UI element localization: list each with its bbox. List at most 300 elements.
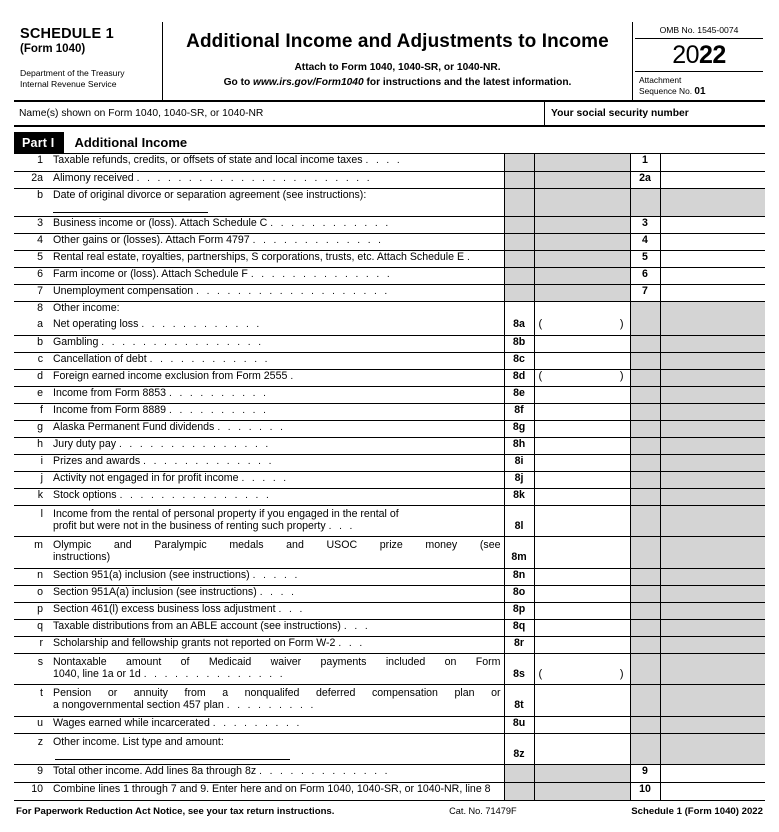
leader-dots: . . . . xyxy=(259,586,297,598)
outer-amount-box xyxy=(660,619,765,636)
line-text: Other gains or (losses). Attach Form 4797 xyxy=(53,233,250,246)
line-number: 4 xyxy=(14,233,48,250)
table-row xyxy=(14,765,765,783)
line-text: Section 951(a) inclusion (see instructions) xyxy=(53,568,250,581)
outer-line-ref xyxy=(630,471,660,488)
ssn-field[interactable] xyxy=(545,102,765,125)
form-footer-id: Schedule 1 (Form 1040) 2022 xyxy=(631,806,763,817)
line-text: Income from Form 8853 xyxy=(53,386,167,399)
table-row xyxy=(14,748,765,765)
outer-amount-box xyxy=(660,301,765,318)
outer-amount-box xyxy=(660,505,765,520)
outer-amount-box xyxy=(660,352,765,369)
line-description xyxy=(48,301,504,318)
department-line-2: Internal Revenue Service xyxy=(20,79,117,90)
table-row xyxy=(14,551,765,568)
line-number: 9 xyxy=(14,765,48,783)
line-description xyxy=(48,188,504,216)
sequence-number: 01 xyxy=(694,85,706,97)
inner-amount-box xyxy=(534,250,630,267)
line-number: 3 xyxy=(14,216,48,233)
line-number: n xyxy=(14,568,48,585)
inner-amount-box[interactable] xyxy=(534,699,630,716)
omb-number: OMB No. 1545-0074 xyxy=(635,25,763,39)
inner-line-ref: 8s xyxy=(504,668,534,685)
outer-line-ref xyxy=(630,437,660,454)
line-description xyxy=(48,318,504,335)
name-field[interactable] xyxy=(14,102,545,125)
line-description xyxy=(48,284,504,301)
line-text: Income from Form 8889 xyxy=(53,403,167,416)
inner-line-ref xyxy=(504,250,534,267)
inner-line-ref xyxy=(504,216,534,233)
table-row xyxy=(14,668,765,685)
table-row xyxy=(14,488,765,505)
table-row xyxy=(14,301,765,318)
line-number xyxy=(14,551,48,568)
outer-line-ref: 4 xyxy=(630,233,660,250)
table-row xyxy=(14,352,765,369)
line-number: 7 xyxy=(14,284,48,301)
attach-instruction: Attach to Form 1040, 1040-SR, or 1040-NR. xyxy=(294,62,501,73)
outer-amount-box xyxy=(660,318,765,335)
outer-line-ref xyxy=(630,318,660,335)
line-text: Net operating loss xyxy=(53,318,139,330)
divorce-date-input[interactable] xyxy=(53,201,208,213)
line-number: 5 xyxy=(14,250,48,267)
line-number: i xyxy=(14,454,48,471)
leader-dots: . . . . . . . . . . . . xyxy=(149,353,270,365)
leader-dots: . . . . . . . . . . . . . xyxy=(252,234,384,246)
line-text: Pension or annuity from a nonqualifed deferred compensation plan or xyxy=(53,687,501,699)
inner-amount-box xyxy=(534,267,630,284)
inner-amount-box xyxy=(534,284,630,301)
outer-amount-box xyxy=(660,335,765,352)
leader-dots: . . . . . . . . . xyxy=(226,700,316,711)
inner-amount-box[interactable] xyxy=(534,551,630,568)
line-text: Jury duty pay xyxy=(53,437,117,450)
outer-line-ref: 6 xyxy=(630,267,660,284)
tax-year-prefix: 20 xyxy=(672,41,699,69)
line-number: b xyxy=(14,188,48,216)
line-description xyxy=(48,335,504,352)
line-text: Scholarship and fellowship grants not reported on Form W-2 xyxy=(53,636,336,649)
inner-amount-box[interactable] xyxy=(534,352,630,369)
outer-amount-box xyxy=(660,420,765,437)
line-description xyxy=(48,352,504,369)
inner-amount-box xyxy=(534,154,630,171)
leader-dots: . xyxy=(466,251,473,263)
line-number: s xyxy=(37,655,43,668)
line-description xyxy=(48,520,504,537)
outer-line-ref xyxy=(630,537,660,552)
outer-amount-box xyxy=(660,369,765,386)
inner-line-ref xyxy=(504,653,534,668)
line-text: Stock options xyxy=(53,488,117,501)
table-row xyxy=(14,585,765,602)
tax-year xyxy=(635,39,763,72)
outer-amount-box xyxy=(660,699,765,716)
outer-amount-box xyxy=(660,188,765,216)
paren-open: ( xyxy=(538,667,543,680)
inner-amount-box[interactable] xyxy=(534,420,630,437)
line-description xyxy=(48,454,504,471)
inner-amount-box[interactable] xyxy=(534,471,630,488)
inner-amount-box[interactable] xyxy=(534,369,630,386)
leader-dots: . . . . . . . . . xyxy=(212,717,302,729)
outer-amount-box xyxy=(660,568,765,585)
leader-dots: . . . . . . . . . . . . . . . . xyxy=(101,336,264,348)
outer-line-ref xyxy=(630,454,660,471)
table-body xyxy=(14,154,765,801)
outer-line-ref xyxy=(630,352,660,369)
paperwork-notice: For Paperwork Reduction Act Notice, see your tax return instructions. xyxy=(16,806,335,817)
inner-amount-box[interactable] xyxy=(534,619,630,636)
outer-line-ref: 1 xyxy=(630,154,660,171)
inner-line-ref: 8r xyxy=(504,636,534,653)
inner-line-ref: 8h xyxy=(504,437,534,454)
outer-amount-box[interactable] xyxy=(660,233,765,250)
line-number: 6 xyxy=(14,267,48,284)
leader-dots: . . . . . . . . . . xyxy=(169,387,269,399)
inner-amount-box[interactable] xyxy=(534,748,630,765)
sequence-line xyxy=(639,86,763,99)
line-description xyxy=(48,699,504,716)
outer-line-ref xyxy=(630,685,660,700)
leader-dots: . . . . . . . . . . . . . . xyxy=(250,268,393,280)
line-number: h xyxy=(14,437,48,454)
inner-line-ref xyxy=(504,685,534,700)
line-text: Gambling xyxy=(53,335,99,348)
inner-line-ref: 8c xyxy=(504,352,534,369)
outer-amount-box[interactable] xyxy=(660,171,765,188)
schedule-form-number: (Form 1040) xyxy=(20,42,86,55)
paren-open: ( xyxy=(538,318,543,330)
line-text: Date of original divorce or separation agreement (see instructions): xyxy=(53,188,367,201)
leader-dots: . xyxy=(290,370,296,382)
line-number: o xyxy=(14,585,48,602)
inner-amount-box xyxy=(534,733,630,748)
table-row xyxy=(14,619,765,636)
outer-line-ref xyxy=(630,369,660,386)
line-text: Alimony received xyxy=(53,171,134,184)
line-description xyxy=(48,685,504,700)
line-text-cont: a nongovernmental section 457 plan xyxy=(53,699,224,711)
paren-open: ( xyxy=(538,369,543,382)
line-description xyxy=(48,653,504,668)
line-text-cont: 1040, line 1a or 1d xyxy=(53,667,141,680)
leader-dots: . . . . xyxy=(365,155,403,166)
outer-amount-box[interactable] xyxy=(660,267,765,284)
leader-dots: . . . . . . . . . . . . . xyxy=(259,766,390,777)
line-description xyxy=(48,216,504,233)
table-row xyxy=(14,369,765,386)
leader-dots: . . . . . . . . . . . . xyxy=(141,319,262,330)
inner-line-ref xyxy=(504,154,534,171)
leader-dots: . . . xyxy=(278,603,305,615)
inner-line-ref xyxy=(504,505,534,520)
outer-amount-box xyxy=(660,386,765,403)
outer-line-ref xyxy=(630,301,660,318)
table-row xyxy=(14,716,765,733)
outer-amount-box xyxy=(660,685,765,700)
line-number: g xyxy=(14,420,48,437)
outer-line-ref xyxy=(630,488,660,505)
outer-amount-box[interactable] xyxy=(660,154,765,171)
outer-amount-box xyxy=(660,653,765,668)
line-number: q xyxy=(14,619,48,636)
table-row xyxy=(14,420,765,437)
attachment-label: Attachment xyxy=(639,75,682,85)
line-text: Foreign earned income exclusion from Form 2555 xyxy=(53,369,288,382)
table-row xyxy=(14,386,765,403)
inner-line-ref: 8a xyxy=(504,318,534,335)
inner-line-ref: 8b xyxy=(504,335,534,352)
table-row xyxy=(14,602,765,619)
inner-line-ref: 8f xyxy=(504,403,534,420)
outer-line-ref xyxy=(630,585,660,602)
outer-amount-box xyxy=(660,551,765,568)
line-text: Taxable distributions from an ABLE account (see instructions) xyxy=(53,619,341,632)
line-number: f xyxy=(14,403,48,420)
outer-line-ref: 2a xyxy=(630,171,660,188)
outer-amount-box xyxy=(660,733,765,748)
outer-line-ref xyxy=(630,653,660,668)
inner-amount-box[interactable] xyxy=(534,403,630,420)
table-row xyxy=(14,699,765,716)
additional-income-table xyxy=(14,154,765,801)
table-row xyxy=(14,685,765,700)
outer-line-ref xyxy=(630,699,660,716)
inner-line-ref xyxy=(504,233,534,250)
part-1-tag: Part I xyxy=(14,132,64,153)
line-description xyxy=(48,733,504,748)
irs-url[interactable]: www.irs.gov/Form1040 xyxy=(253,77,364,88)
line-text: Alaska Permanent Fund dividends xyxy=(53,420,215,433)
name-label: Name(s) shown on Form 1040, 1040-SR, or 1040-NR xyxy=(19,108,264,119)
inner-amount-box[interactable] xyxy=(534,716,630,733)
inner-line-ref: 8u xyxy=(504,716,534,733)
line-text: Rental real estate, royalties, partnerships, S corporations, trusts, etc. Attach Schedule E xyxy=(53,250,465,263)
goto-suffix: for instructions and the latest information. xyxy=(366,77,572,88)
leader-dots: . . . . . . . . . . . . . . . xyxy=(118,438,271,450)
line-number xyxy=(14,668,48,685)
other-income-type-input[interactable] xyxy=(55,748,290,760)
inner-amount-box[interactable] xyxy=(534,636,630,653)
inner-amount-box xyxy=(534,537,630,552)
line-number: l xyxy=(40,507,43,520)
leader-dots: . . . . . . . . . . . . . . . . . . . xyxy=(196,285,390,297)
inner-amount-box[interactable] xyxy=(534,602,630,619)
header-left-block xyxy=(14,22,162,100)
paren-close: ) xyxy=(619,369,624,382)
outer-line-ref: 10 xyxy=(630,783,660,801)
line-text: Taxable refunds, credits, or offsets of state and local income taxes xyxy=(53,154,363,166)
line-text: Olympic and Paralympic medals and USOC prize money (see xyxy=(53,539,501,551)
line-number: k xyxy=(14,488,48,505)
inner-line-ref: 8z xyxy=(504,748,534,765)
outer-amount-box xyxy=(660,602,765,619)
line-description xyxy=(48,537,504,552)
inner-amount-box[interactable] xyxy=(534,335,630,352)
outer-amount-box[interactable] xyxy=(660,284,765,301)
line-number: c xyxy=(14,352,48,369)
table-row xyxy=(14,267,765,284)
inner-line-ref: 8m xyxy=(504,551,534,568)
outer-line-ref xyxy=(630,420,660,437)
part-1-header xyxy=(14,132,765,154)
line-description xyxy=(48,716,504,733)
line-description xyxy=(48,748,504,765)
header-right-block xyxy=(633,22,765,100)
outer-line-ref xyxy=(630,520,660,537)
line-description xyxy=(48,585,504,602)
line-number xyxy=(14,748,48,765)
inner-line-ref: 8o xyxy=(504,585,534,602)
line-text-cont: profit but were not in the business of renting such property xyxy=(53,519,326,532)
inner-line-ref: 8t xyxy=(504,699,534,716)
table-row xyxy=(14,403,765,420)
outer-line-ref xyxy=(630,619,660,636)
table-row xyxy=(14,188,765,216)
inner-line-ref xyxy=(504,188,534,216)
inner-amount-box xyxy=(534,765,630,783)
inner-amount-box xyxy=(534,653,630,668)
line-text: Business income or (loss). Attach Schedule C xyxy=(53,216,268,229)
outer-line-ref xyxy=(630,403,660,420)
line-description xyxy=(48,619,504,636)
line-text: Section 951A(a) inclusion (see instructions) xyxy=(53,585,257,598)
table-row xyxy=(14,154,765,171)
outer-line-ref xyxy=(630,636,660,653)
sequence-label: Sequence No. xyxy=(639,85,693,96)
line-description xyxy=(48,250,504,267)
table-row xyxy=(14,284,765,301)
leader-dots: . . . xyxy=(343,620,371,632)
inner-line-ref xyxy=(504,301,534,318)
schedule-1-form xyxy=(14,22,765,817)
line-description xyxy=(48,437,504,454)
inner-amount-box[interactable] xyxy=(534,488,630,505)
line-text: Prizes and awards xyxy=(53,454,141,467)
outer-line-ref xyxy=(630,668,660,685)
line-description xyxy=(48,386,504,403)
goto-instruction xyxy=(169,77,626,88)
outer-amount-box xyxy=(660,636,765,653)
department-line-1: Department of the Treasury xyxy=(20,68,125,79)
goto-prefix: Go to xyxy=(223,77,251,88)
outer-line-ref: 3 xyxy=(630,216,660,233)
table-row xyxy=(14,233,765,250)
line-number: 10 xyxy=(14,783,48,801)
paren-close: ) xyxy=(619,318,624,330)
inner-amount-box xyxy=(534,685,630,700)
table-row xyxy=(14,318,765,335)
line-text: Unemployment compensation xyxy=(53,284,194,297)
outer-amount-box xyxy=(660,716,765,733)
inner-amount-box[interactable] xyxy=(534,454,630,471)
outer-amount-box[interactable] xyxy=(660,783,765,801)
leader-dots: . . . . . . . . . . . . . . . xyxy=(119,489,272,501)
outer-amount-box[interactable] xyxy=(660,250,765,267)
line-number: z xyxy=(37,735,43,748)
inner-amount-box[interactable] xyxy=(534,386,630,403)
line-number xyxy=(14,520,48,537)
paren-close: ) xyxy=(619,667,624,680)
inner-amount-box[interactable] xyxy=(534,585,630,602)
inner-line-ref: 8l xyxy=(504,520,534,537)
line-number: d xyxy=(14,369,48,386)
line-number: r xyxy=(14,636,48,653)
line-number: b xyxy=(14,335,48,352)
outer-line-ref xyxy=(630,551,660,568)
leader-dots: . . . . . . . . . . . . . . . . . . . . . . . xyxy=(136,172,372,184)
inner-line-ref: 8j xyxy=(504,471,534,488)
line-description xyxy=(48,403,504,420)
inner-amount-box xyxy=(534,301,630,318)
line-text: Total other income. Add lines 8a through 8z xyxy=(53,765,257,777)
line-number: m xyxy=(34,539,43,551)
inner-line-ref xyxy=(504,733,534,748)
inner-amount-box xyxy=(534,505,630,520)
inner-line-ref: 8g xyxy=(504,420,534,437)
form-footer xyxy=(14,806,765,817)
attachment-sequence xyxy=(635,72,763,98)
leader-dots: . . . . . . . . . . . . . . xyxy=(143,668,285,680)
table-row xyxy=(14,505,765,520)
line-description xyxy=(48,267,504,284)
inner-amount-box[interactable] xyxy=(534,568,630,585)
leader-dots: . . . . . . . . . . xyxy=(169,404,269,416)
line-number xyxy=(14,699,48,716)
table-row xyxy=(14,733,765,748)
outer-line-ref xyxy=(630,716,660,733)
outer-line-ref: 9 xyxy=(630,765,660,783)
line-text: Other income. List type and amount: xyxy=(53,735,224,748)
form-header xyxy=(14,22,765,102)
inner-line-ref: 8p xyxy=(504,602,534,619)
outer-amount-box[interactable] xyxy=(660,765,765,783)
table-row xyxy=(14,335,765,352)
catalog-number: Cat. No. 71479F xyxy=(449,806,517,816)
line-description xyxy=(48,171,504,188)
line-text: Nontaxable amount of Medicaid waiver payments included on Form xyxy=(53,655,501,668)
table-row xyxy=(14,520,765,537)
line-text: Section 461(l) excess business loss adjustment xyxy=(53,602,276,615)
inner-amount-box xyxy=(534,188,630,216)
inner-amount-box[interactable] xyxy=(534,318,630,335)
line-number: t xyxy=(40,687,43,699)
inner-amount-box xyxy=(534,233,630,250)
line-description xyxy=(48,551,504,568)
inner-amount-box[interactable] xyxy=(534,520,630,537)
inner-line-ref xyxy=(504,537,534,552)
leader-dots: . . . . . . . . . . . . . xyxy=(143,455,274,467)
outer-amount-box xyxy=(660,520,765,537)
inner-line-ref xyxy=(504,171,534,188)
outer-amount-box xyxy=(660,488,765,505)
table-row xyxy=(14,454,765,471)
table-row xyxy=(14,437,765,454)
inner-line-ref: 8n xyxy=(504,568,534,585)
name-ssn-row xyxy=(14,102,765,127)
inner-amount-box[interactable] xyxy=(534,437,630,454)
leader-dots: . . . . . . . xyxy=(217,421,286,433)
inner-amount-box[interactable] xyxy=(534,668,630,685)
line-description xyxy=(48,668,504,685)
line-text: Cancellation of debt xyxy=(53,352,147,365)
outer-amount-box[interactable] xyxy=(660,216,765,233)
